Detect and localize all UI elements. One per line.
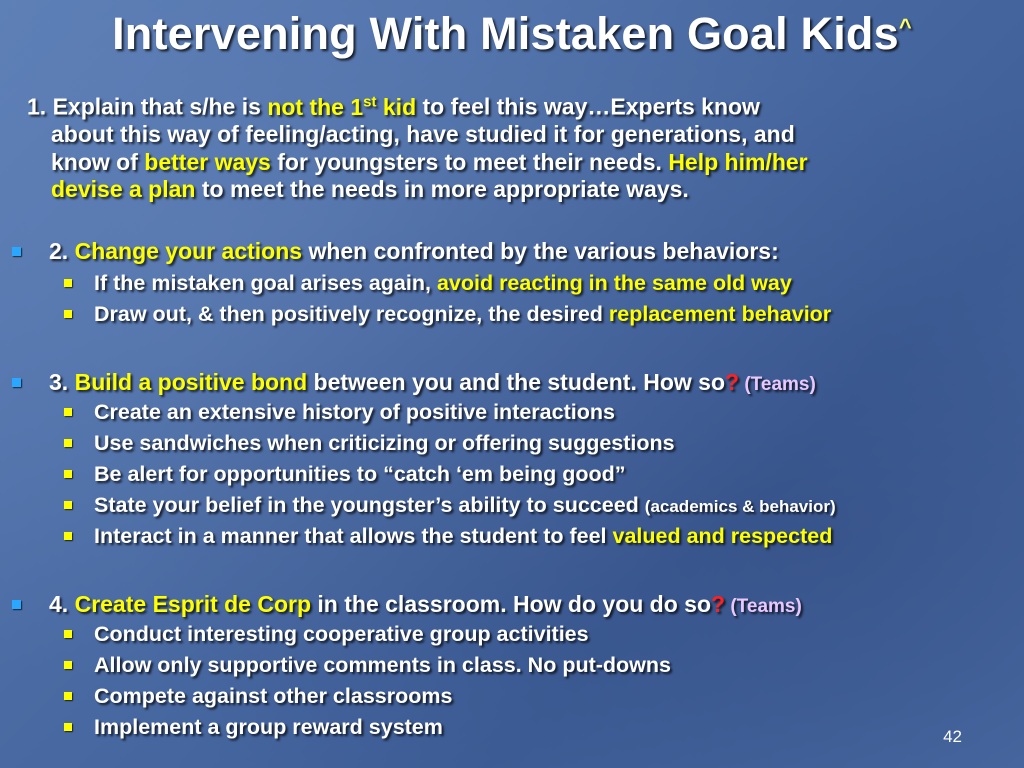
p1-highlight-better-ways: better ways	[144, 148, 271, 175]
square-bullet-icon	[64, 439, 72, 447]
square-bullet-icon	[64, 310, 72, 318]
page-number: 42	[943, 727, 962, 746]
square-bullet-icon	[64, 692, 72, 700]
p4-question-mark: ?	[711, 591, 726, 617]
square-bullet-icon	[64, 723, 72, 731]
square-bullet-icon	[64, 408, 72, 416]
square-bullet-icon	[64, 470, 72, 478]
square-bullet-icon	[64, 279, 72, 287]
p1-highlight-devise: devise a plan	[51, 176, 196, 203]
square-bullet-icon	[12, 600, 21, 609]
p1-line-4: devise a plan to meet the needs in more appropriate ways.	[51, 176, 689, 203]
p1-text-e: about this way of feeling/acting, have studied it for generations, and	[51, 121, 795, 148]
slide-title	[0, 8, 1024, 60]
p1-line-3: know of better ways for youngsters to meet their needs. Help him/her	[51, 148, 808, 175]
p2-highlight: Change your actions	[74, 238, 303, 264]
p4-teams: (Teams)	[725, 596, 802, 617]
square-bullet-icon	[64, 661, 72, 669]
slide: Intervening With Mistaken Goal Kids^ 1. Explain that s/he is not the 1st kid to feel this way…Experts know about this way of feeling/acting, have studied it for generations, and know of better ways for youngsters to meet their needs. Help him/her devise a plan to meet the needs in more appropriate ways. 2. Change your actions when confronted by the various behaviors: If the mistaken goal arises again, avoid reacting in the same old way Draw out, & then positively recognize, the desired replacement behavior 3. Build a positive bond between you and the student. How so? (Teams) Create an extensive history of positive interactions Use sandwiches when criticizing or offering suggestions Be alert for opportunities to “catch ‘em being good” State your belief in the youngster’s ability to succeed (academics & behavior) Interact in a manner that allows the student to feel valued and respected 4. Create Esprit de Corp in the classroom. How do you do so? (Teams) Conduct interesting cooperative group activities Allow only supportive comments in class. No put-downs Compete against other classrooms Implement a group reward system 42	[0, 0, 1024, 768]
p3-question-mark: ?	[725, 369, 740, 395]
p1-highlight-help: Help him/her	[668, 148, 808, 175]
square-bullet-icon	[12, 378, 21, 387]
p1-text-d: to feel this way…Experts know	[416, 93, 760, 120]
p3-teams: (Teams)	[739, 374, 816, 395]
p1-highlight-not-first: not the 1st kid	[267, 93, 417, 120]
p1-text-a: 1. Explain that s/he is	[27, 93, 268, 120]
square-bullet-icon	[64, 630, 72, 638]
title-caret: ^	[898, 14, 912, 39]
square-bullet-icon	[64, 501, 72, 509]
square-bullet-icon	[12, 247, 21, 256]
p3-highlight: Build a positive bond	[74, 369, 308, 395]
point-1-paragraph	[27, 88, 1017, 204]
square-bullet-icon	[64, 532, 72, 540]
title-text: Intervening With Mistaken Goal Kids	[112, 8, 899, 59]
p4-highlight: Create Esprit de Corp	[74, 591, 312, 617]
